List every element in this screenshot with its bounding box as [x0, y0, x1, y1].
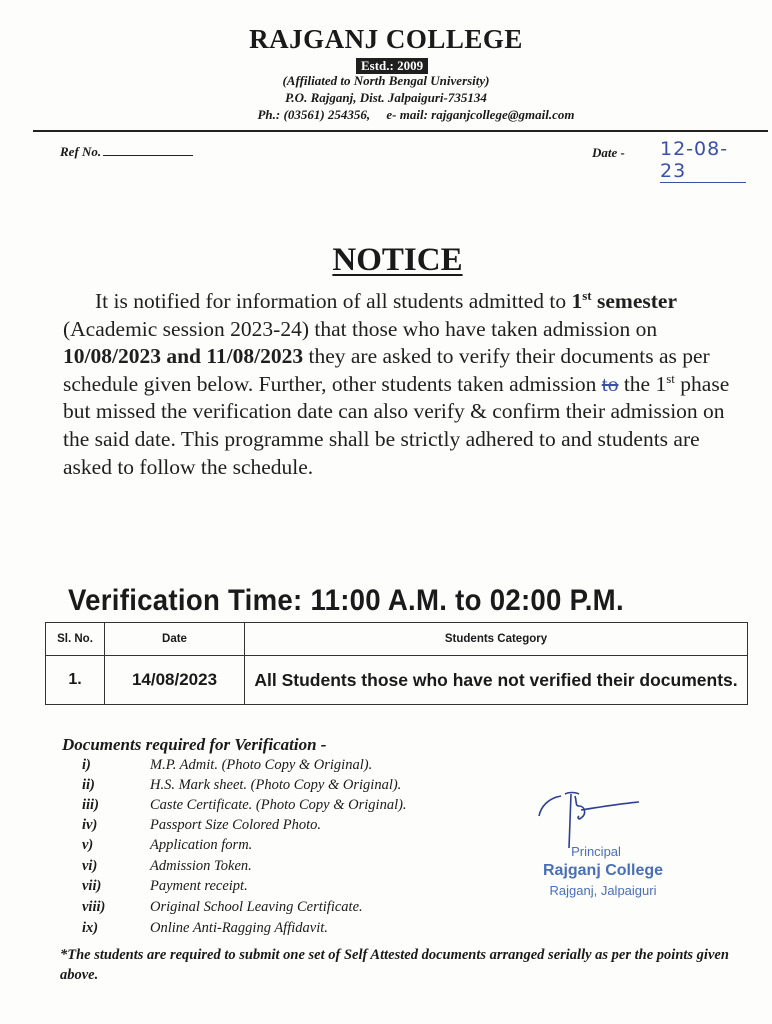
- semester-word: semester: [591, 289, 677, 313]
- date-label: Date -: [592, 145, 625, 160]
- phone: Ph.: (03561) 254356,: [257, 107, 371, 122]
- struck-word: to: [601, 371, 619, 396]
- phase-number: 1: [655, 371, 667, 396]
- date-handwritten: 12-08-23: [660, 138, 746, 183]
- cell-category: All Students those who have not verified their documents.: [245, 656, 748, 705]
- postal-address: P.O. Rajganj, Dist. Jalpaiguri-735134: [285, 90, 487, 105]
- item-text: M.P. Admit. (Photo Copy & Original).: [150, 757, 373, 773]
- body-text-segment: phase but missed the verification date can also verify & confirm their admission on the said date. This programme shall be strictly adhered to and students are asked to follow the schedule.: [63, 371, 730, 479]
- notice-title: NOTICE: [332, 242, 463, 278]
- item-text: Passport Size Colored Photo.: [150, 817, 322, 833]
- body-text-segment: the: [618, 371, 656, 396]
- stamp-place: Rajganj, Jalpaiguri: [549, 883, 657, 898]
- item-number: iv): [82, 817, 98, 833]
- column-header-category: Students Category: [245, 623, 748, 656]
- column-header-date: Date: [105, 623, 245, 656]
- item-text: Original School Leaving Certificate.: [150, 899, 363, 915]
- college-name: RAJGANJ COLLEGE: [249, 24, 523, 54]
- item-text: Caste Certificate. (Photo Copy & Original).: [150, 797, 407, 813]
- handwritten-correction: [602, 372, 619, 396]
- item-text: H.S. Mark sheet. (Photo Copy & Original).: [150, 777, 402, 793]
- semester-number: 1: [571, 289, 583, 313]
- body-text-segment: It is notified for information of all students admitted to: [95, 289, 572, 313]
- body-text-segment: (Academic session 2023-24) that those who have taken admission on: [63, 316, 658, 341]
- item-number: iii): [82, 797, 99, 813]
- item-text: Payment receipt.: [150, 878, 248, 894]
- item-number: vi): [82, 858, 98, 874]
- cell-date: 14/08/2023: [105, 656, 245, 705]
- item-number: viii): [82, 899, 106, 915]
- item-number: ix): [82, 920, 99, 936]
- footnote: *The students are required to submit one set of Self Attested documents arranged serially as per the points given above.: [60, 947, 729, 983]
- affiliation: (Affiliated to North Bengal University): [282, 73, 490, 88]
- table-header-row: [46, 623, 748, 656]
- notice-paragraph: [63, 288, 738, 481]
- ref-blank-line: [103, 143, 193, 156]
- notice-body: [63, 288, 738, 481]
- ref-number: [60, 143, 193, 160]
- item-text: Admission Token.: [150, 858, 252, 874]
- signatory-designation: Principal: [571, 844, 621, 859]
- verification-time: Verification Time: 11:00 A.M. to 02:00 P.M.: [68, 584, 624, 617]
- cell-sl-no: 1.: [46, 656, 105, 705]
- established-badge: Estd.: 2009: [356, 58, 428, 74]
- ref-label: Ref No.: [60, 144, 102, 159]
- semester-ordinal: st: [582, 287, 592, 303]
- item-text: Online Anti-Ragging Affidavit.: [150, 920, 328, 936]
- body-text-segment: they are asked to verify their documents as per schedule given below. Further, other students taken admission: [63, 344, 710, 396]
- admission-dates: 10/08/2023 and 11/08/2023: [63, 344, 304, 369]
- item-number: i): [82, 757, 91, 773]
- item-text: Application form.: [150, 837, 253, 853]
- item-number: vii): [82, 878, 102, 894]
- header-divider: [33, 130, 768, 132]
- phase-ordinal: st: [666, 370, 675, 386]
- item-number: v): [82, 837, 94, 853]
- column-header-sl-no: Sl. No.: [46, 623, 105, 656]
- stamp-institution: Rajganj College: [542, 862, 664, 879]
- contact-line: [30, 107, 772, 123]
- item-number: ii): [82, 777, 95, 793]
- schedule-table: [45, 622, 748, 705]
- documents-title: Documents required for Verification -: [62, 735, 327, 754]
- table-row: [46, 656, 748, 705]
- semester-emphasis: [572, 289, 678, 313]
- email: e- mail: rajganjcollege@gmail.com: [386, 107, 575, 122]
